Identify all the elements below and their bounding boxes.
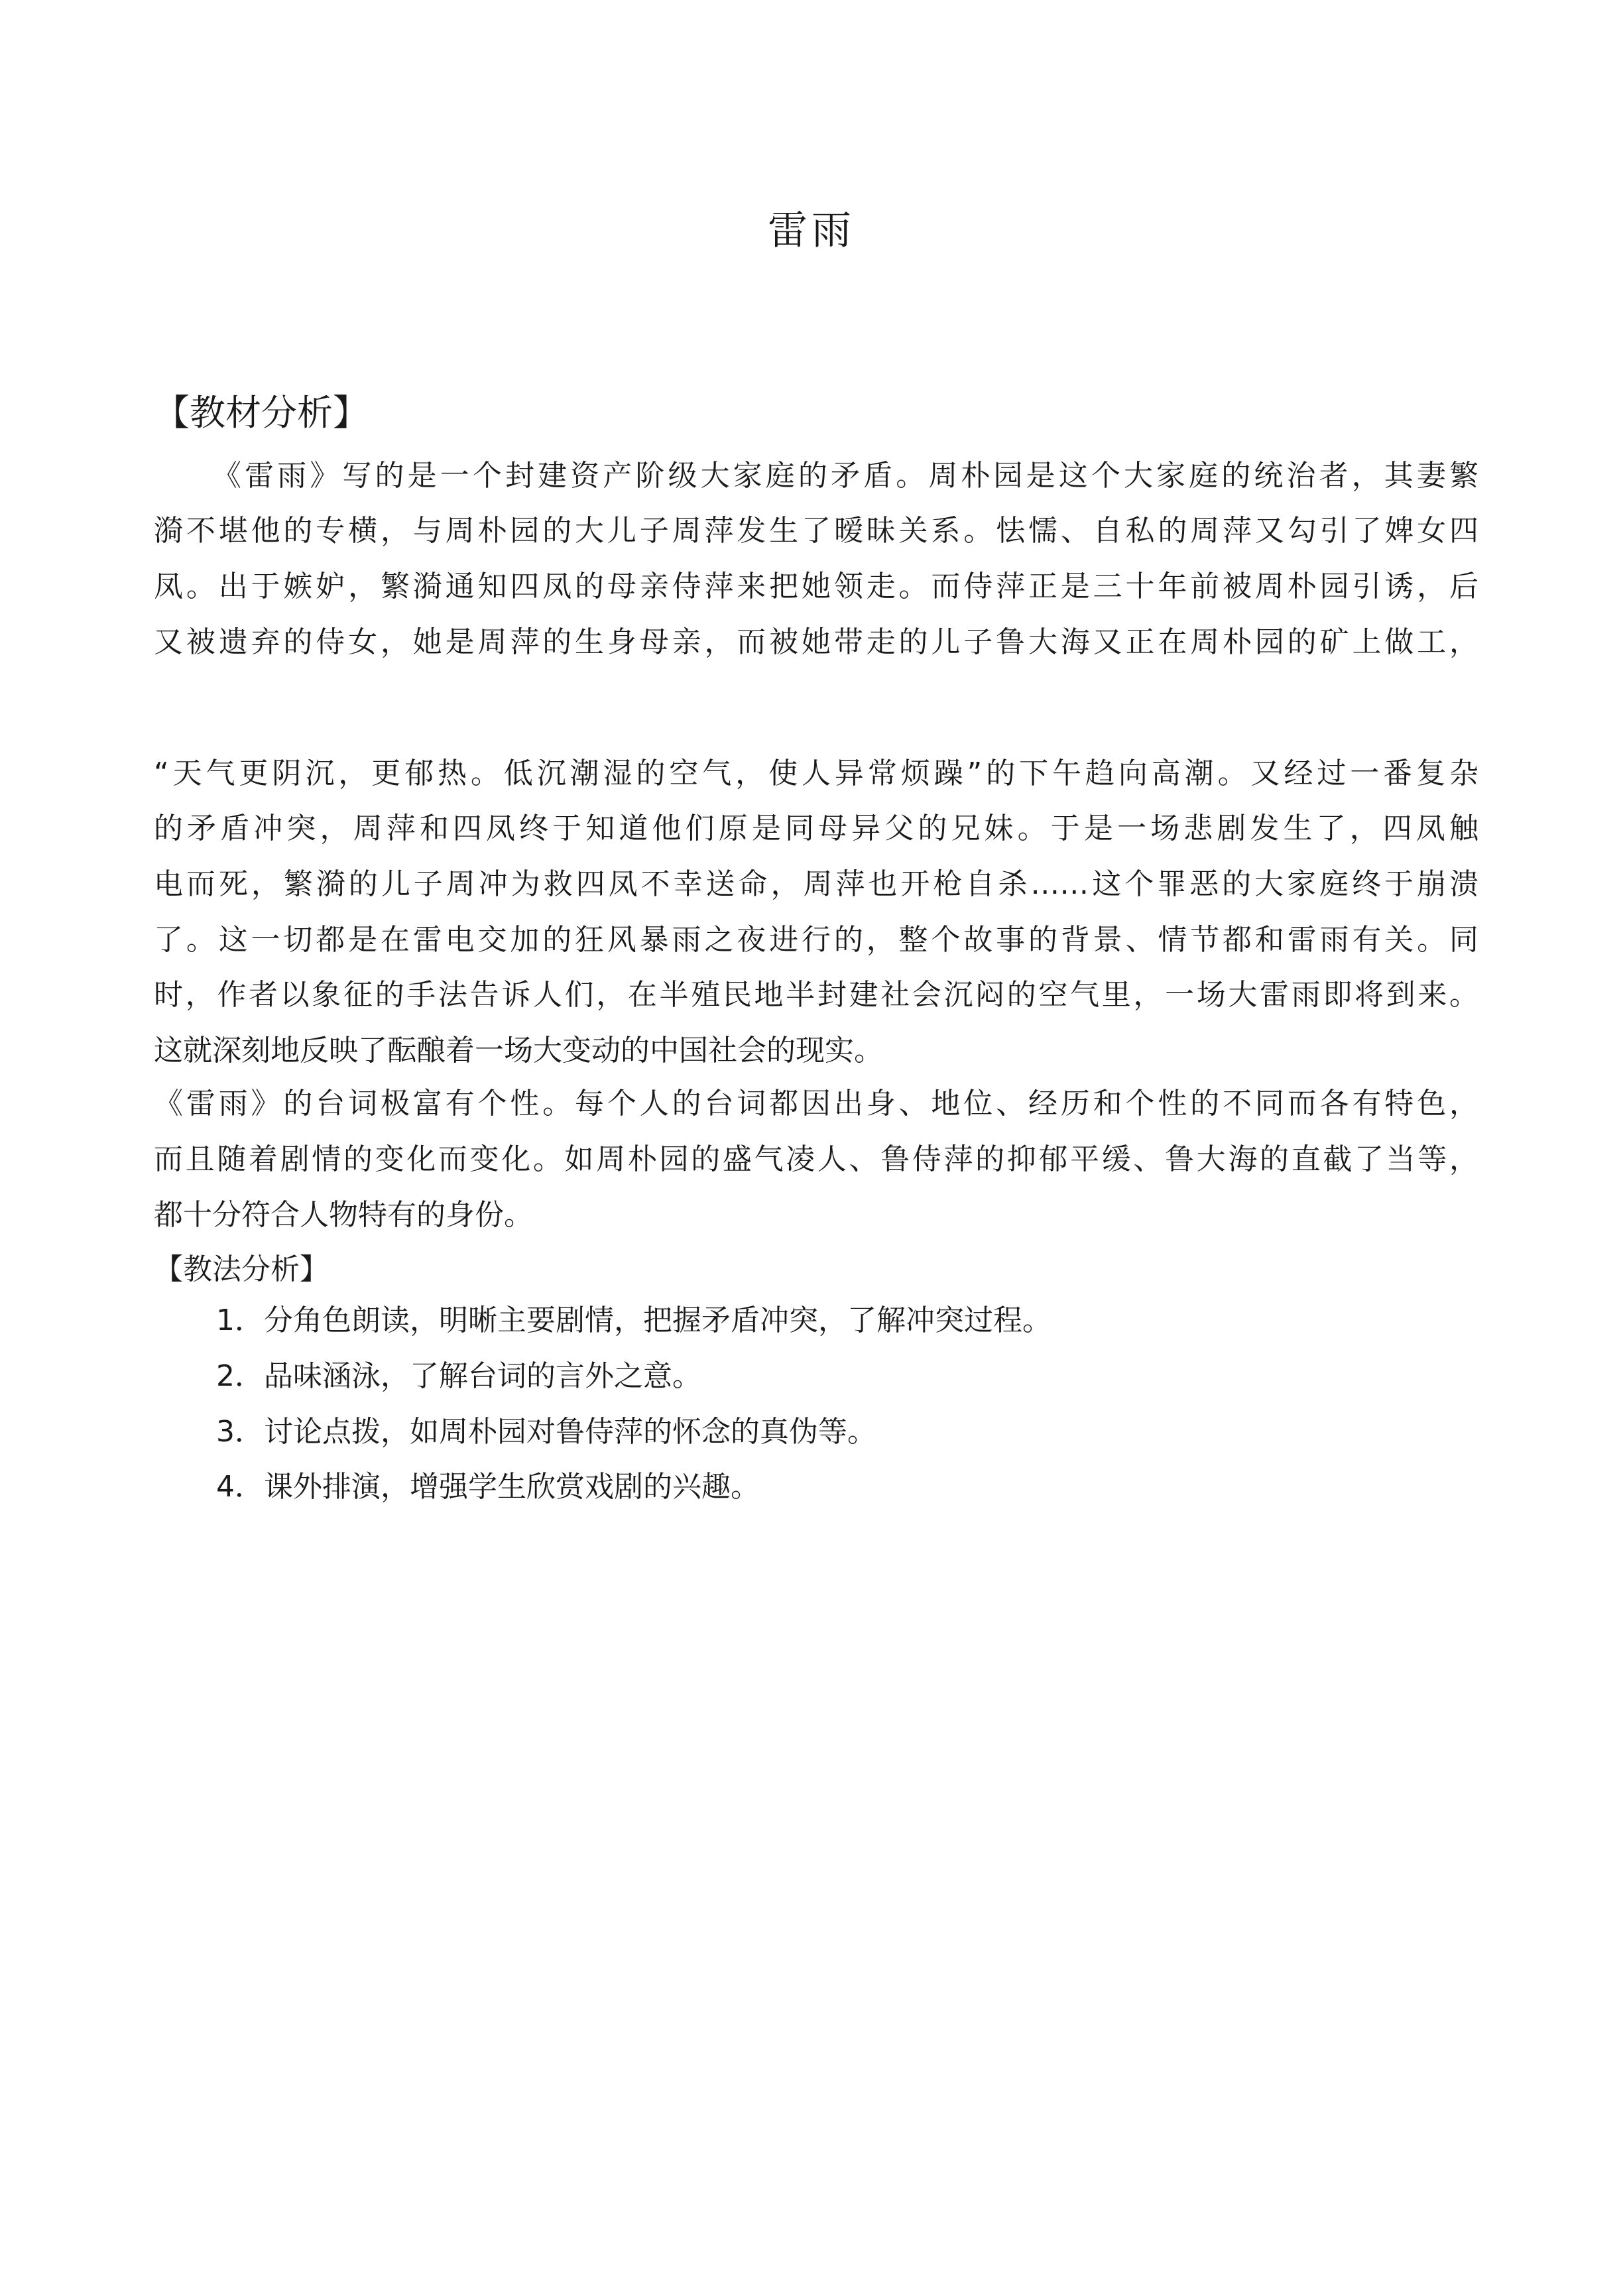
paragraph-line: 时，作者以象征的手法告诉人们，在半殖民地半封建社会沉闷的空气里，一场大雷雨即将到来。 <box>154 978 1478 1012</box>
paragraph-line: 了。这一切都是在雷电交加的狂风暴雨之夜进行的，整个故事的背景、情节都和雷雨有关。同 <box>154 923 1478 957</box>
paragraph-line: 《雷雨》的台词极富有个性。每个人的台词都因出身、地位、经历和个性的不同而各有特色， <box>154 1087 1478 1120</box>
method-list-item: 2．品味涵泳，了解台词的言外之意。 <box>216 1359 701 1393</box>
paragraph-line: 《雷雨》写的是一个封建资产阶级大家庭的矛盾。周朴园是这个大家庭的统治者，其妻繁 <box>212 459 1478 493</box>
page-title: 雷雨 <box>768 208 855 254</box>
section-heading-teaching-method: 【教法分析】 <box>154 1252 329 1286</box>
paragraph-line: 的矛盾冲突，周萍和四凤终于知道他们原是同母异父的兄妹。于是一场悲剧发生了，四凤触 <box>154 812 1478 845</box>
paragraph-line: 漪不堪他的专横，与周朴园的大儿子周萍发生了暧昧关系。怯懦、自私的周萍又勾引了婢女四 <box>154 514 1478 548</box>
section-heading-textbook-analysis: 【教材分析】 <box>154 392 369 434</box>
paragraph-line: 又被遗弃的侍女，她是周萍的生身母亲，而被她带走的儿子鲁大海又正在周朴园的矿上做工， <box>154 625 1478 659</box>
paragraph-line: 电而死，繁漪的儿子周冲为救四凤不幸送命，周萍也开枪自杀……这个罪恶的大家庭终于崩溃 <box>154 867 1478 901</box>
paragraph-line: 这就深刻地反映了酝酿着一场大变动的中国社会的现实。 <box>154 1034 883 1067</box>
method-list-item: 3．讨论点拨，如周朴园对鲁侍萍的怀念的真伪等。 <box>216 1415 876 1449</box>
paragraph-line: 而且随着剧情的变化而变化。如周朴园的盛气凌人、鲁侍萍的抑郁平缓、鲁大海的直截了当等， <box>154 1142 1478 1176</box>
method-list-item: 1．分角色朗读，明晰主要剧情，把握矛盾冲突，了解冲突过程。 <box>216 1303 1052 1337</box>
paragraph-line: 都十分符合人物特有的身份。 <box>154 1198 533 1232</box>
paragraph-line: “天气更阴沉，更郁热。低沉潮湿的空气，使人异常烦躁”的下午趋向高潮。又经过一番复杂 <box>154 756 1478 790</box>
method-list-item: 4．课外排演，增强学生欣赏戏剧的兴趣。 <box>216 1470 760 1504</box>
paragraph-line: 凤。出于嫉妒，繁漪通知四凤的母亲侍萍来把她领走。而侍萍正是三十年前被周朴园引诱，后 <box>154 570 1478 603</box>
